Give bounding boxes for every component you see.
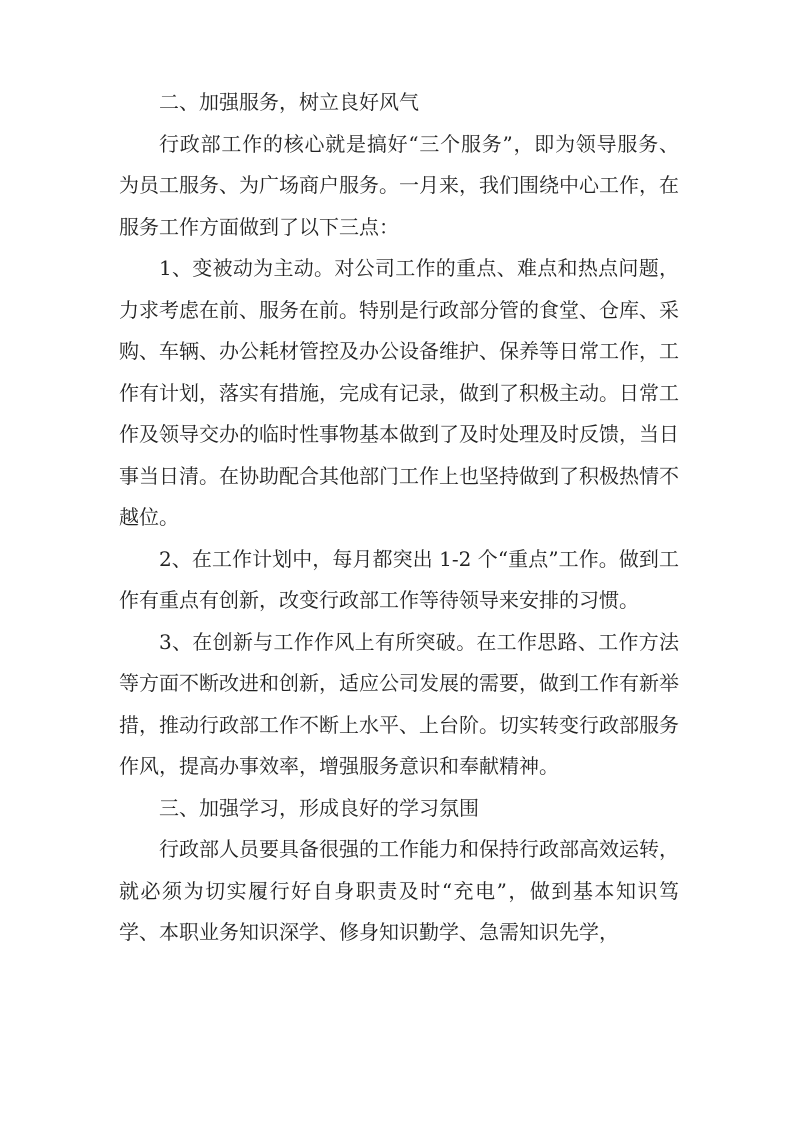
paragraph-point-1: 1、变被动为主动。对公司工作的重点、难点和热点问题，力求考虑在前、服务在前。特别是行政部分管的食堂、仓库、采购、车辆、办公耗材管控及办公设备维护、保养等日常工作，工作有计划，落实有措施，完成有记录，做到了积极主动。日常工作及领导交办的临时性事物基本做到了及时处理及时反馈，当日事当日清。在协助配合其他部门工作上也坚持做到了积极热情不越位。 xyxy=(119,256,679,529)
section-heading-study: 三、加强学习，形成良好的学习氛围 xyxy=(159,795,479,820)
section-heading-service: 二、加强服务，树立良好风气 xyxy=(159,90,419,114)
paragraph-point-3: 3、在创新与工作作风上有所突破。在工作思路、工作方法等方面不断改进和创新，适应公司发展的需要，做到工作有新举措，推动行政部工作不断上水平、上台阶。切实转变行政部服务作风，提高办事效率，增强服务意识和奉献精神。 xyxy=(119,629,679,778)
paragraph-service-intro: 行政部工作的核心就是搞好“三个服务”，即为领导服务、为员工服务、为广场商户服务。一月来，我们围绕中心工作，在服务工作方面做到了以下三点： xyxy=(119,131,679,239)
paragraph-point-2: 2、在工作计划中，每月都突出 1-2 个“重点”工作。做到工作有重点有创新，改变行政部工作等待领导来安排的习惯。 xyxy=(119,546,679,612)
paragraph-study-intro: 行政部人员要具备很强的工作能力和保持行政部高效运转，就必须为切实履行好自身职责及时“充电”，做到基本知识笃学、本职业务知识深学、修身知识勤学、急需知识先学， xyxy=(119,837,679,944)
document-page xyxy=(119,82,679,954)
